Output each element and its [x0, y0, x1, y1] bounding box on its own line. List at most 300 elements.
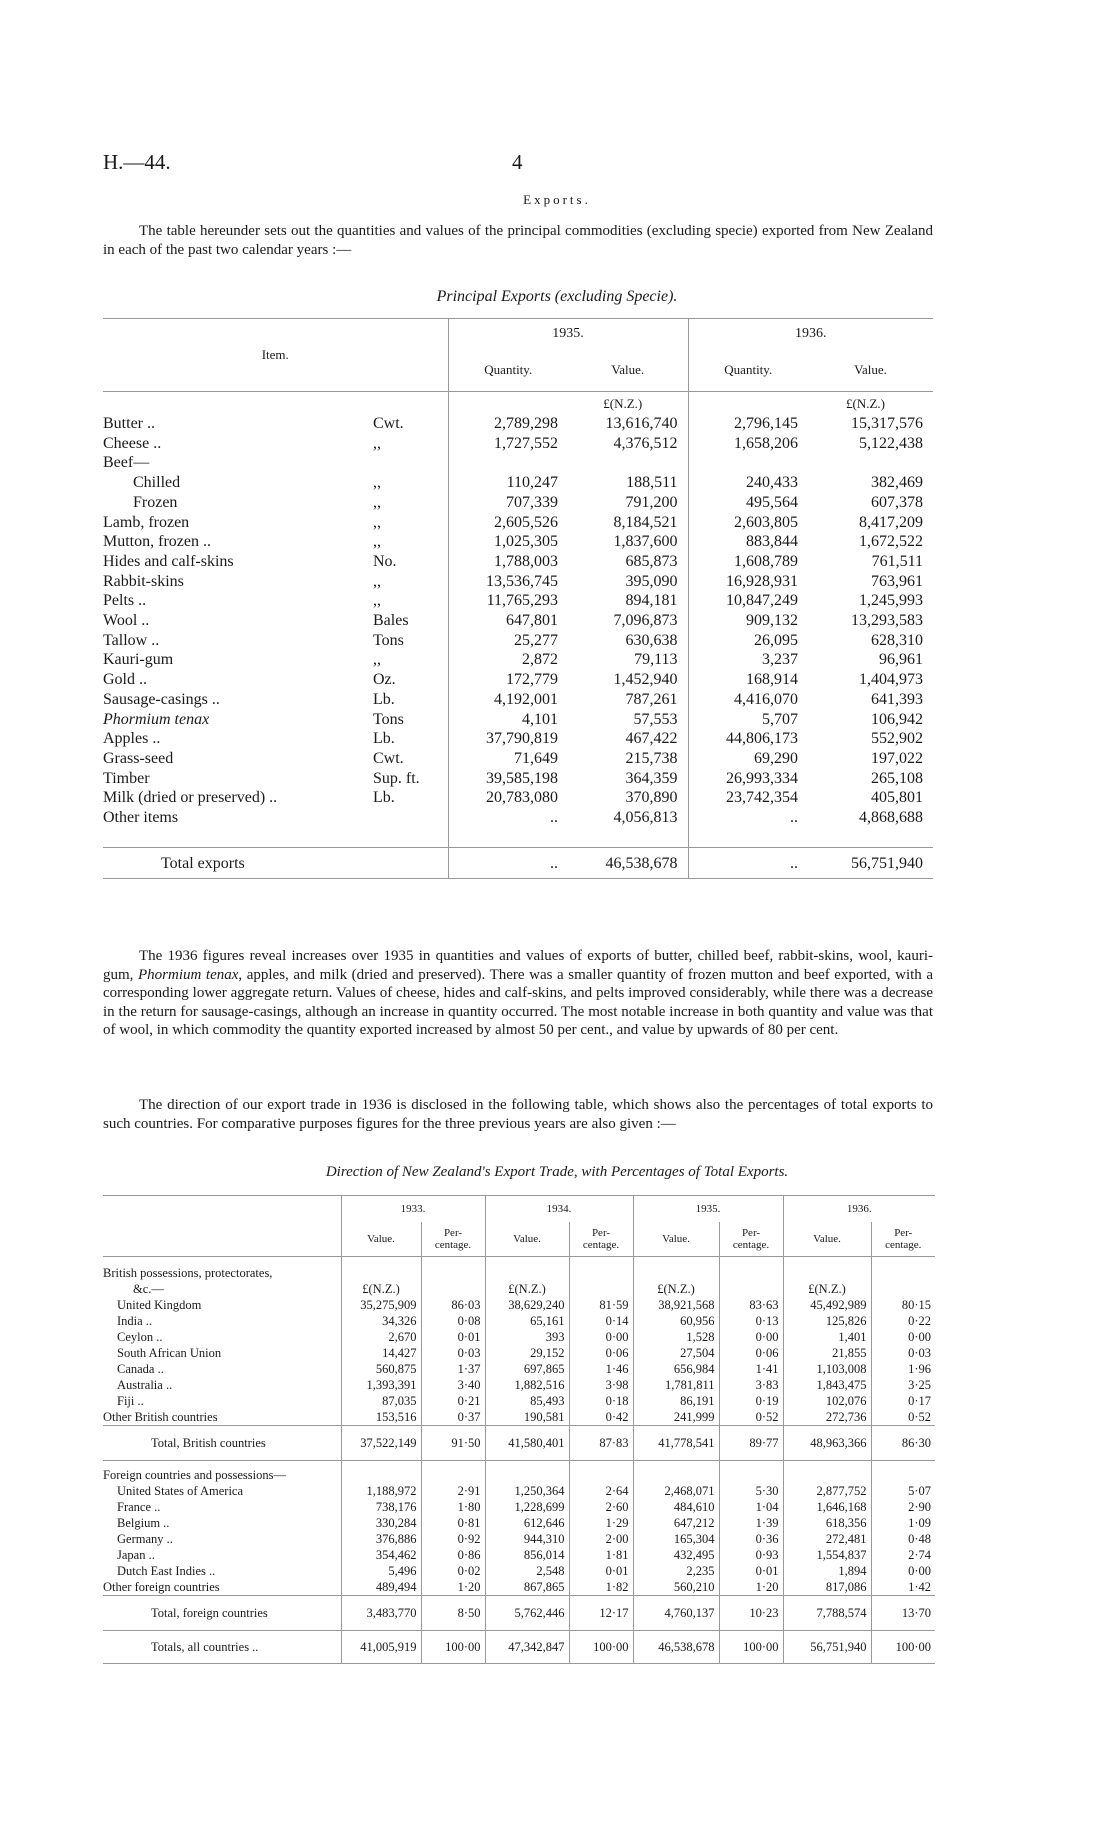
table-row: [103, 493, 933, 513]
year-1935-header: 1935.: [448, 319, 688, 350]
value-cell: 432,495: [633, 1547, 719, 1563]
percentage-cell: 0·22: [871, 1313, 935, 1329]
quantity-1936-cell: 3,237: [688, 650, 808, 670]
quantity-1935-cell: 13,536,745: [448, 572, 568, 592]
quantity-1936-cell: 1,658,206: [688, 434, 808, 454]
percentage-cell: 0·92: [421, 1531, 485, 1547]
quantity-1935-cell: 4,192,001: [448, 690, 568, 710]
country-name: Fiji ..: [117, 1394, 144, 1408]
currency-label: £(N.Z.): [846, 396, 885, 412]
value-1936-cell: 15,317,576: [851, 415, 923, 432]
percentage-cell: 1·09: [871, 1515, 935, 1531]
value-cell: 87,035: [341, 1393, 421, 1409]
country-name: Totals, all countries ..: [151, 1640, 259, 1654]
country-name: Total, British countries: [151, 1436, 266, 1450]
country-name: Canada ..: [117, 1362, 164, 1376]
unit-cell: Tons: [373, 710, 404, 728]
value-cell: 46,538,678: [633, 1631, 719, 1664]
value-1936-cell: 607,378: [871, 493, 923, 511]
value-cell: 45,492,989: [783, 1297, 871, 1313]
percentage-cell: 0·42: [569, 1409, 633, 1426]
quantity-1935-cell: 707,339: [448, 493, 568, 513]
percentage-cell: 0·06: [719, 1345, 783, 1361]
total-label: Total exports: [161, 854, 245, 872]
spacer-cell: [448, 828, 568, 848]
empty-cell: [485, 1461, 569, 1484]
total-quantity-1936: ..: [688, 848, 808, 879]
unit-cell: Lb.: [373, 690, 395, 708]
value-cell: 612,646: [485, 1515, 569, 1531]
value-cell: 56,751,940: [783, 1631, 871, 1664]
value-1936-cell: 106,942: [871, 710, 923, 728]
percentage-cell: 1·29: [569, 1515, 633, 1531]
value-cell: 1,103,008: [783, 1361, 871, 1377]
value-1935-cell: 364,359: [625, 769, 678, 787]
percentage-cell: 81·59: [569, 1297, 633, 1313]
spacer-cell: [568, 828, 688, 848]
value-cell: 60,956: [633, 1313, 719, 1329]
value-cell: 2,235: [633, 1563, 719, 1579]
value-cell: 618,356: [783, 1515, 871, 1531]
value-1936-cell: 5,122,438: [859, 434, 923, 452]
unit-cell: ,,: [373, 572, 381, 590]
value-cell: 38,629,240: [485, 1297, 569, 1313]
value-cell: 165,304: [633, 1531, 719, 1547]
empty-cell: [783, 1461, 871, 1484]
value-cell: 102,076: [783, 1393, 871, 1409]
value-cell: 41,005,919: [341, 1631, 421, 1664]
item-name: Timber: [103, 769, 150, 787]
percentage-cell: 1·96: [871, 1361, 935, 1377]
percentage-cell: 0·03: [421, 1345, 485, 1361]
empty-cell: [719, 1461, 783, 1484]
british-heading-row: [103, 1257, 935, 1282]
export-direction-table: [103, 1195, 935, 1664]
empty-cell: [569, 1281, 633, 1297]
value-cell: 272,736: [783, 1409, 871, 1426]
value-cell: 1,250,364: [485, 1483, 569, 1499]
page-number: 4: [512, 150, 523, 174]
total-value-1935: 46,538,678: [605, 854, 678, 872]
percentage-cell: 91·50: [421, 1426, 485, 1461]
quantity-1935-cell: 2,789,298: [448, 414, 568, 434]
value-cell: 1,554,837: [783, 1547, 871, 1563]
quantity-1936-cell: [688, 453, 808, 473]
percentage-cell: 1·41: [719, 1361, 783, 1377]
value-cell: 817,086: [783, 1579, 871, 1596]
table-row: [103, 552, 933, 572]
percentage-cell: 2·90: [871, 1499, 935, 1515]
table-row: [103, 808, 933, 828]
table-row: [103, 670, 933, 690]
table-row: [103, 769, 933, 789]
percentage-cell: 83·63: [719, 1297, 783, 1313]
empty-cell: [633, 1461, 719, 1484]
value-1935-cell: 79,113: [634, 651, 678, 669]
empty-cell: [569, 1461, 633, 1484]
value-1935-cell: 791,200: [625, 493, 678, 511]
value-1936-cell: 197,022: [871, 749, 923, 767]
table-row: [103, 690, 933, 710]
table-row: [103, 1547, 935, 1563]
table-row: [103, 749, 933, 769]
value-1935-cell: 1,452,940: [613, 671, 678, 689]
value-cell: 34,326: [341, 1313, 421, 1329]
table2-caption: Direction of New Zealand's Export Trade, with Percentages of Total Exports.: [325, 1164, 789, 1180]
table-row: [103, 473, 933, 493]
percentage-cell: 0·17: [871, 1393, 935, 1409]
value-cell: 35,275,909: [341, 1297, 421, 1313]
value-cell: 1,781,811: [633, 1377, 719, 1393]
value-1935-cell: 13,616,740: [605, 415, 678, 432]
country-name: France ..: [117, 1500, 161, 1514]
value-cell: 1,894: [783, 1563, 871, 1579]
value-cell: 697,865: [485, 1361, 569, 1377]
percentage-cell: 0·00: [871, 1329, 935, 1345]
item-name: Butter ..: [103, 415, 155, 432]
value-cell: 153,516: [341, 1409, 421, 1426]
value-cell: 330,284: [341, 1515, 421, 1531]
percentage-cell: 100·00: [569, 1631, 633, 1664]
quantity-1935-cell: 37,790,819: [448, 729, 568, 749]
british-total-row: [103, 1426, 935, 1461]
table-row: [103, 1515, 935, 1531]
value-cell: 3,483,770: [341, 1596, 421, 1631]
value-cell: 2,877,752: [783, 1483, 871, 1499]
percentage-header: Per- centage.: [569, 1222, 633, 1257]
value-cell: 647,212: [633, 1515, 719, 1531]
british-heading: &c.—: [133, 1282, 164, 1296]
percentage-cell: 0·00: [569, 1329, 633, 1345]
quantity-1935-cell: 110,247: [448, 473, 568, 493]
table-row: [103, 434, 933, 454]
value-cell: 944,310: [485, 1531, 569, 1547]
value-cell: 27,504: [633, 1345, 719, 1361]
document-reference: H.—44.: [103, 150, 171, 174]
value-1935-cell: 8,184,521: [613, 513, 678, 531]
table-row: [103, 1361, 935, 1377]
empty-cell: [871, 1257, 935, 1282]
item-name: Beef—: [103, 454, 150, 472]
quantity-1935-cell: 20,783,080: [448, 788, 568, 808]
quantity-1935-cell: 4,101: [448, 710, 568, 730]
value-cell: 738,176: [341, 1499, 421, 1515]
table-row: [103, 631, 933, 651]
value-cell: 47,342,847: [485, 1631, 569, 1664]
country-name: Dutch East Indies ..: [117, 1564, 216, 1578]
unit-cell: No.: [373, 552, 397, 570]
analysis-text-b: , apples, and milk (dried and preserved). There was a smaller quantity of frozen mutton and beef exported, with a corresponding lower aggregate return. Values of cheese, hides and calf-skins, and pelts improved considerably, while there was a decrease in the return for sausage-casings, although an increase in quantity occurred. The most notable increase in both quantity and value was that of wool, in which commodity the quantity exported increased by almost 50 per cent., and value by upwards of 80 per cent.: [103, 966, 933, 1038]
table-row: [103, 788, 933, 808]
quantity-1936-cell: 23,742,354: [688, 788, 808, 808]
analysis-text-italic: Phormium tenax: [138, 966, 239, 983]
empty-cell: [485, 1257, 569, 1282]
quantity-1936-cell: 26,095: [688, 631, 808, 651]
value-cell: 1,528: [633, 1329, 719, 1345]
value-cell: 38,921,568: [633, 1297, 719, 1313]
spacer-cell: [103, 828, 448, 848]
table-row: [103, 1393, 935, 1409]
percentage-cell: 3·25: [871, 1377, 935, 1393]
percentage-cell: 0·00: [719, 1329, 783, 1345]
empty-cell: [569, 1257, 633, 1282]
table-row: [103, 1345, 935, 1361]
table-row: [103, 1499, 935, 1515]
value-1936-cell: 763,961: [871, 572, 923, 590]
value-cell: 37,522,149: [341, 1426, 421, 1461]
percentage-cell: 0·36: [719, 1531, 783, 1547]
value-1936-cell: 1,404,973: [859, 671, 923, 689]
percentage-cell: 0·18: [569, 1393, 633, 1409]
unit-cell: ,,: [373, 651, 381, 669]
quantity-1936-cell: 4,416,070: [688, 690, 808, 710]
value-cell: 21,855: [783, 1345, 871, 1361]
table-row: [103, 513, 933, 533]
percentage-cell: 1·37: [421, 1361, 485, 1377]
value-cell: 1,401: [783, 1329, 871, 1345]
table-row: [103, 611, 933, 631]
value-cell: 376,886: [341, 1531, 421, 1547]
item-name: Kauri-gum: [103, 651, 174, 669]
quantity-1936-cell: 495,564: [688, 493, 808, 513]
currency-label: £(N.Z.): [783, 1281, 871, 1297]
quantity-1935-cell: 1,727,552: [448, 434, 568, 454]
country-name: Total, foreign countries: [151, 1606, 268, 1620]
unit-cell: Tons: [373, 631, 404, 649]
unit-cell: ,,: [373, 493, 381, 511]
intro-text: The table hereunder sets out the quantities and values of the principal commodities (excluding specie) exported from New Zealand in each of the past two calendar years :—: [103, 223, 933, 258]
value-cell: 354,462: [341, 1547, 421, 1563]
item-name: Tallow ..: [103, 631, 160, 649]
value-1935-cell: 467,422: [625, 730, 678, 748]
country-name: South African Union: [117, 1346, 222, 1360]
percentage-cell: 0·52: [719, 1409, 783, 1426]
empty-cell: [871, 1281, 935, 1297]
value-1935-cell: 188,511: [626, 474, 678, 492]
foreign-heading-row: [103, 1461, 935, 1484]
quantity-1936-cell: 26,993,334: [688, 769, 808, 789]
value-header: Value.: [783, 1222, 871, 1257]
value-cell: 5,762,446: [485, 1596, 569, 1631]
percentage-cell: 12·17: [569, 1596, 633, 1631]
table1-caption: Principal Exports (excluding Specie).: [436, 288, 678, 305]
unit-cell: ,,: [373, 474, 381, 492]
percentage-cell: 0·86: [421, 1547, 485, 1563]
value-cell: 1,882,516: [485, 1377, 569, 1393]
percentage-cell: 1·04: [719, 1499, 783, 1515]
quantity-1935-cell: 1,788,003: [448, 552, 568, 572]
value-cell: 856,014: [485, 1547, 569, 1563]
value-cell: 5,496: [341, 1563, 421, 1579]
percentage-cell: 5·07: [871, 1483, 935, 1499]
item-name: Cheese ..: [103, 434, 162, 452]
quantity-1935-cell: 1,025,305: [448, 532, 568, 552]
value-cell: 241,999: [633, 1409, 719, 1426]
value-cell: 484,610: [633, 1499, 719, 1515]
table-row: [103, 1483, 935, 1499]
item-name: Sausage-casings ..: [103, 690, 220, 708]
quantity-1935-cell: 71,649: [448, 749, 568, 769]
total-row: [103, 848, 933, 879]
percentage-cell: 1·81: [569, 1547, 633, 1563]
percentage-cell: 1·80: [421, 1499, 485, 1515]
value-cell: 7,788,574: [783, 1596, 871, 1631]
table-row: [103, 532, 933, 552]
quantity-1936-cell: 240,433: [688, 473, 808, 493]
value-cell: 272,481: [783, 1531, 871, 1547]
value-1936-cell: 641,393: [871, 690, 923, 708]
unit-cell: Oz.: [373, 671, 396, 689]
percentage-cell: 0·00: [871, 1563, 935, 1579]
country-name: Germany ..: [117, 1532, 173, 1546]
quantity-1936-cell: 168,914: [688, 670, 808, 690]
value-1936-cell: 265,108: [871, 769, 923, 787]
value-cell: 560,210: [633, 1579, 719, 1596]
spacer-row: [103, 828, 933, 848]
value-1935-cell: 4,056,813: [613, 809, 678, 827]
value-1935-cell: 57,553: [633, 710, 678, 728]
quantity-1935-cell: 2,872: [448, 650, 568, 670]
section-title: Exports.: [523, 192, 591, 207]
table-row: [103, 1329, 935, 1345]
quantity-1935-cell: 11,765,293: [448, 591, 568, 611]
item-name: Mutton, frozen ..: [103, 533, 211, 551]
foreign-heading: Foreign countries and possessions—: [103, 1468, 286, 1482]
value-1936-cell: 96,961: [879, 651, 923, 669]
year-header: 1936.: [783, 1196, 935, 1223]
unit-cell: [363, 453, 448, 473]
value-1936-cell: 761,511: [871, 552, 923, 570]
item-header: Item.: [261, 347, 289, 362]
percentage-cell: 0·37: [421, 1409, 485, 1426]
quantity-1936-cell: 909,132: [688, 611, 808, 631]
percentage-cell: 100·00: [421, 1631, 485, 1664]
currency-row: [103, 1281, 935, 1297]
quantity-1935-cell: 647,801: [448, 611, 568, 631]
percentage-header: Per- centage.: [871, 1222, 935, 1257]
table-row: [103, 710, 933, 730]
quantity-1936-cell: 44,806,173: [688, 729, 808, 749]
quantity-1936-cell: 5,707: [688, 710, 808, 730]
value-1936-cell: 8,417,209: [859, 513, 923, 531]
item-name: Milk (dried or preserved) ..: [103, 789, 278, 807]
empty-cell: [719, 1281, 783, 1297]
quantity-1935-cell: 25,277: [448, 631, 568, 651]
empty-cell: [783, 1257, 871, 1282]
unit-cell: ,,: [373, 434, 381, 452]
percentage-cell: 0·93: [719, 1547, 783, 1563]
percentage-cell: 89·77: [719, 1426, 783, 1461]
direction-paragraph: [103, 1096, 933, 1133]
value-cell: 393: [485, 1329, 569, 1345]
country-name: Belgium ..: [117, 1516, 170, 1530]
value-1935-cell: 370,890: [625, 789, 678, 807]
empty-cell: [341, 1257, 421, 1282]
percentage-cell: 0·08: [421, 1313, 485, 1329]
percentage-cell: 8·50: [421, 1596, 485, 1631]
empty-cell: [421, 1257, 485, 1282]
value-1935-cell: 894,181: [625, 592, 678, 610]
item-name: Rabbit-skins: [103, 572, 184, 590]
value-cell: 125,826: [783, 1313, 871, 1329]
percentage-header: Per- centage.: [421, 1222, 485, 1257]
value-cell: 1,188,972: [341, 1483, 421, 1499]
percentage-cell: 0·13: [719, 1313, 783, 1329]
percentage-cell: 86·03: [421, 1297, 485, 1313]
percentage-cell: 2·74: [871, 1547, 935, 1563]
percentage-cell: 3·98: [569, 1377, 633, 1393]
percentage-cell: 13·70: [871, 1596, 935, 1631]
table-row: [103, 1563, 935, 1579]
country-name: India ..: [117, 1314, 153, 1328]
value-cell: 1,646,168: [783, 1499, 871, 1515]
value-1935-cell: 685,873: [625, 552, 678, 570]
value-cell: 29,152: [485, 1345, 569, 1361]
empty-cell: [341, 1461, 421, 1484]
percentage-cell: 2·91: [421, 1483, 485, 1499]
quantity-header: Quantity.: [448, 349, 568, 392]
table-row: [103, 453, 933, 473]
unit-cell: Lb.: [373, 789, 395, 807]
spacer-cell: [808, 828, 933, 848]
percentage-cell: 0·14: [569, 1313, 633, 1329]
quantity-1935-cell: [448, 453, 568, 473]
country-name: Other foreign countries: [103, 1580, 220, 1594]
year-header: 1933.: [341, 1196, 485, 1223]
unit-cell: ,,: [373, 513, 381, 531]
percentage-cell: 2·60: [569, 1499, 633, 1515]
percentage-cell: 2·64: [569, 1483, 633, 1499]
value-1935-cell: 215,738: [625, 749, 678, 767]
currency-label: £(N.Z.): [603, 396, 643, 412]
country-name: United Kingdom: [117, 1298, 202, 1312]
percentage-cell: 100·00: [719, 1631, 783, 1664]
table-row: [103, 729, 933, 749]
value-cell: 1,393,391: [341, 1377, 421, 1393]
quantity-1936-cell: 1,608,789: [688, 552, 808, 572]
table-row: [103, 1377, 935, 1393]
value-1936-cell: 405,801: [871, 789, 923, 807]
empty-cell: [421, 1281, 485, 1297]
value-cell: 190,581: [485, 1409, 569, 1426]
year-header: 1935.: [633, 1196, 783, 1223]
quantity-1936-cell: 2,796,145: [688, 414, 808, 434]
value-cell: 2,548: [485, 1563, 569, 1579]
item-name: Phormium tenax: [103, 710, 210, 728]
percentage-cell: 87·83: [569, 1426, 633, 1461]
country-name: Japan ..: [117, 1548, 155, 1562]
quantity-1936-cell: 16,928,931: [688, 572, 808, 592]
table-row: [103, 1531, 935, 1547]
grand-total-row: [103, 1631, 935, 1664]
country-name: Ceylon ..: [117, 1330, 163, 1344]
percentage-cell: 80·15: [871, 1297, 935, 1313]
value-1935-cell: 1,837,600: [613, 533, 678, 551]
table-row: [103, 1313, 935, 1329]
value-1936-cell: 628,310: [871, 631, 923, 649]
percentage-cell: 0·21: [421, 1393, 485, 1409]
item-name: Wool ..: [103, 612, 150, 630]
percentage-cell: 0·52: [871, 1409, 935, 1426]
item-name: Pelts ..: [103, 592, 147, 610]
value-header: Value.: [341, 1222, 421, 1257]
value-cell: 14,427: [341, 1345, 421, 1361]
item-name: Hides and calf-skins: [103, 552, 234, 570]
percentage-cell: 10·23: [719, 1596, 783, 1631]
value-1935-cell: 630,638: [625, 631, 678, 649]
percentage-cell: 5·30: [719, 1483, 783, 1499]
value-1936-cell: 1,672,522: [859, 533, 923, 551]
